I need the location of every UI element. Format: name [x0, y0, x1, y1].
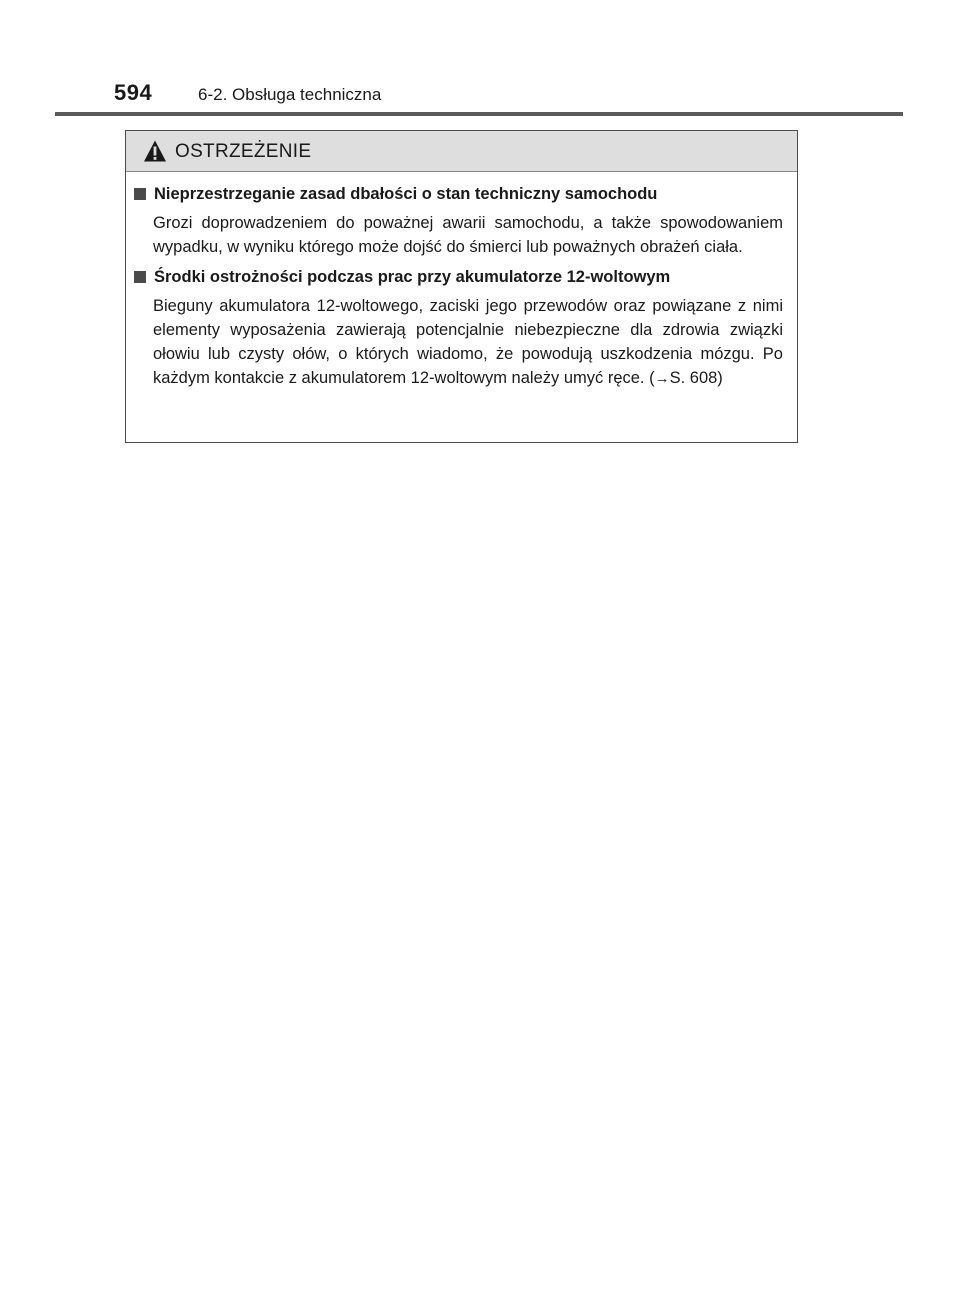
warning-item-heading	[133, 183, 783, 205]
page-header	[0, 0, 960, 117]
header-rule	[55, 112, 903, 116]
warning-box	[125, 130, 798, 443]
square-bullet-icon	[134, 271, 146, 283]
warning-item	[133, 183, 783, 259]
warning-body	[126, 172, 797, 391]
warning-item-heading-text: Nieprzestrzeganie zasad dbałości o stan techniczny samochodu	[154, 185, 658, 203]
warning-item-text-body: Bieguny akumulatora 12-woltowego, zaciski jego przewodów oraz powiązane z nimi elementy wyposażenia zawierają potencjalnie niebezpieczne dla zdrowia związki ołowiu lub czysty ołów, o których wiadomo, że powodują uszkodzenia mózgu. Po każdym kontakcie z akumulatorem 12-woltowym należy umyć ręce. (	[153, 297, 783, 387]
warning-header	[126, 131, 797, 172]
warning-item-heading	[133, 266, 783, 288]
page-number: 594	[114, 80, 153, 105]
warning-title: OSTRZEŻENIE	[175, 141, 312, 162]
arrow-right-icon: →	[654, 370, 670, 387]
warning-item-text	[133, 294, 783, 391]
section-title: 6-2. Obsługa techniczna	[198, 85, 382, 104]
warning-triangle-icon	[143, 139, 167, 163]
warning-item	[133, 266, 783, 391]
square-bullet-icon	[134, 188, 146, 200]
warning-item-text: Grozi doprowadzeniem do poważnej awarii samochodu, a także spowodowaniem wypadku, w wyniku którego może dojść do śmierci lub poważnych obrażeń ciała.	[153, 214, 783, 256]
warning-item-heading-text: Środki ostrożności podczas prac przy akumulatorze 12-woltowym	[154, 268, 671, 286]
page-reference-link[interactable]: S. 608)	[669, 369, 723, 387]
